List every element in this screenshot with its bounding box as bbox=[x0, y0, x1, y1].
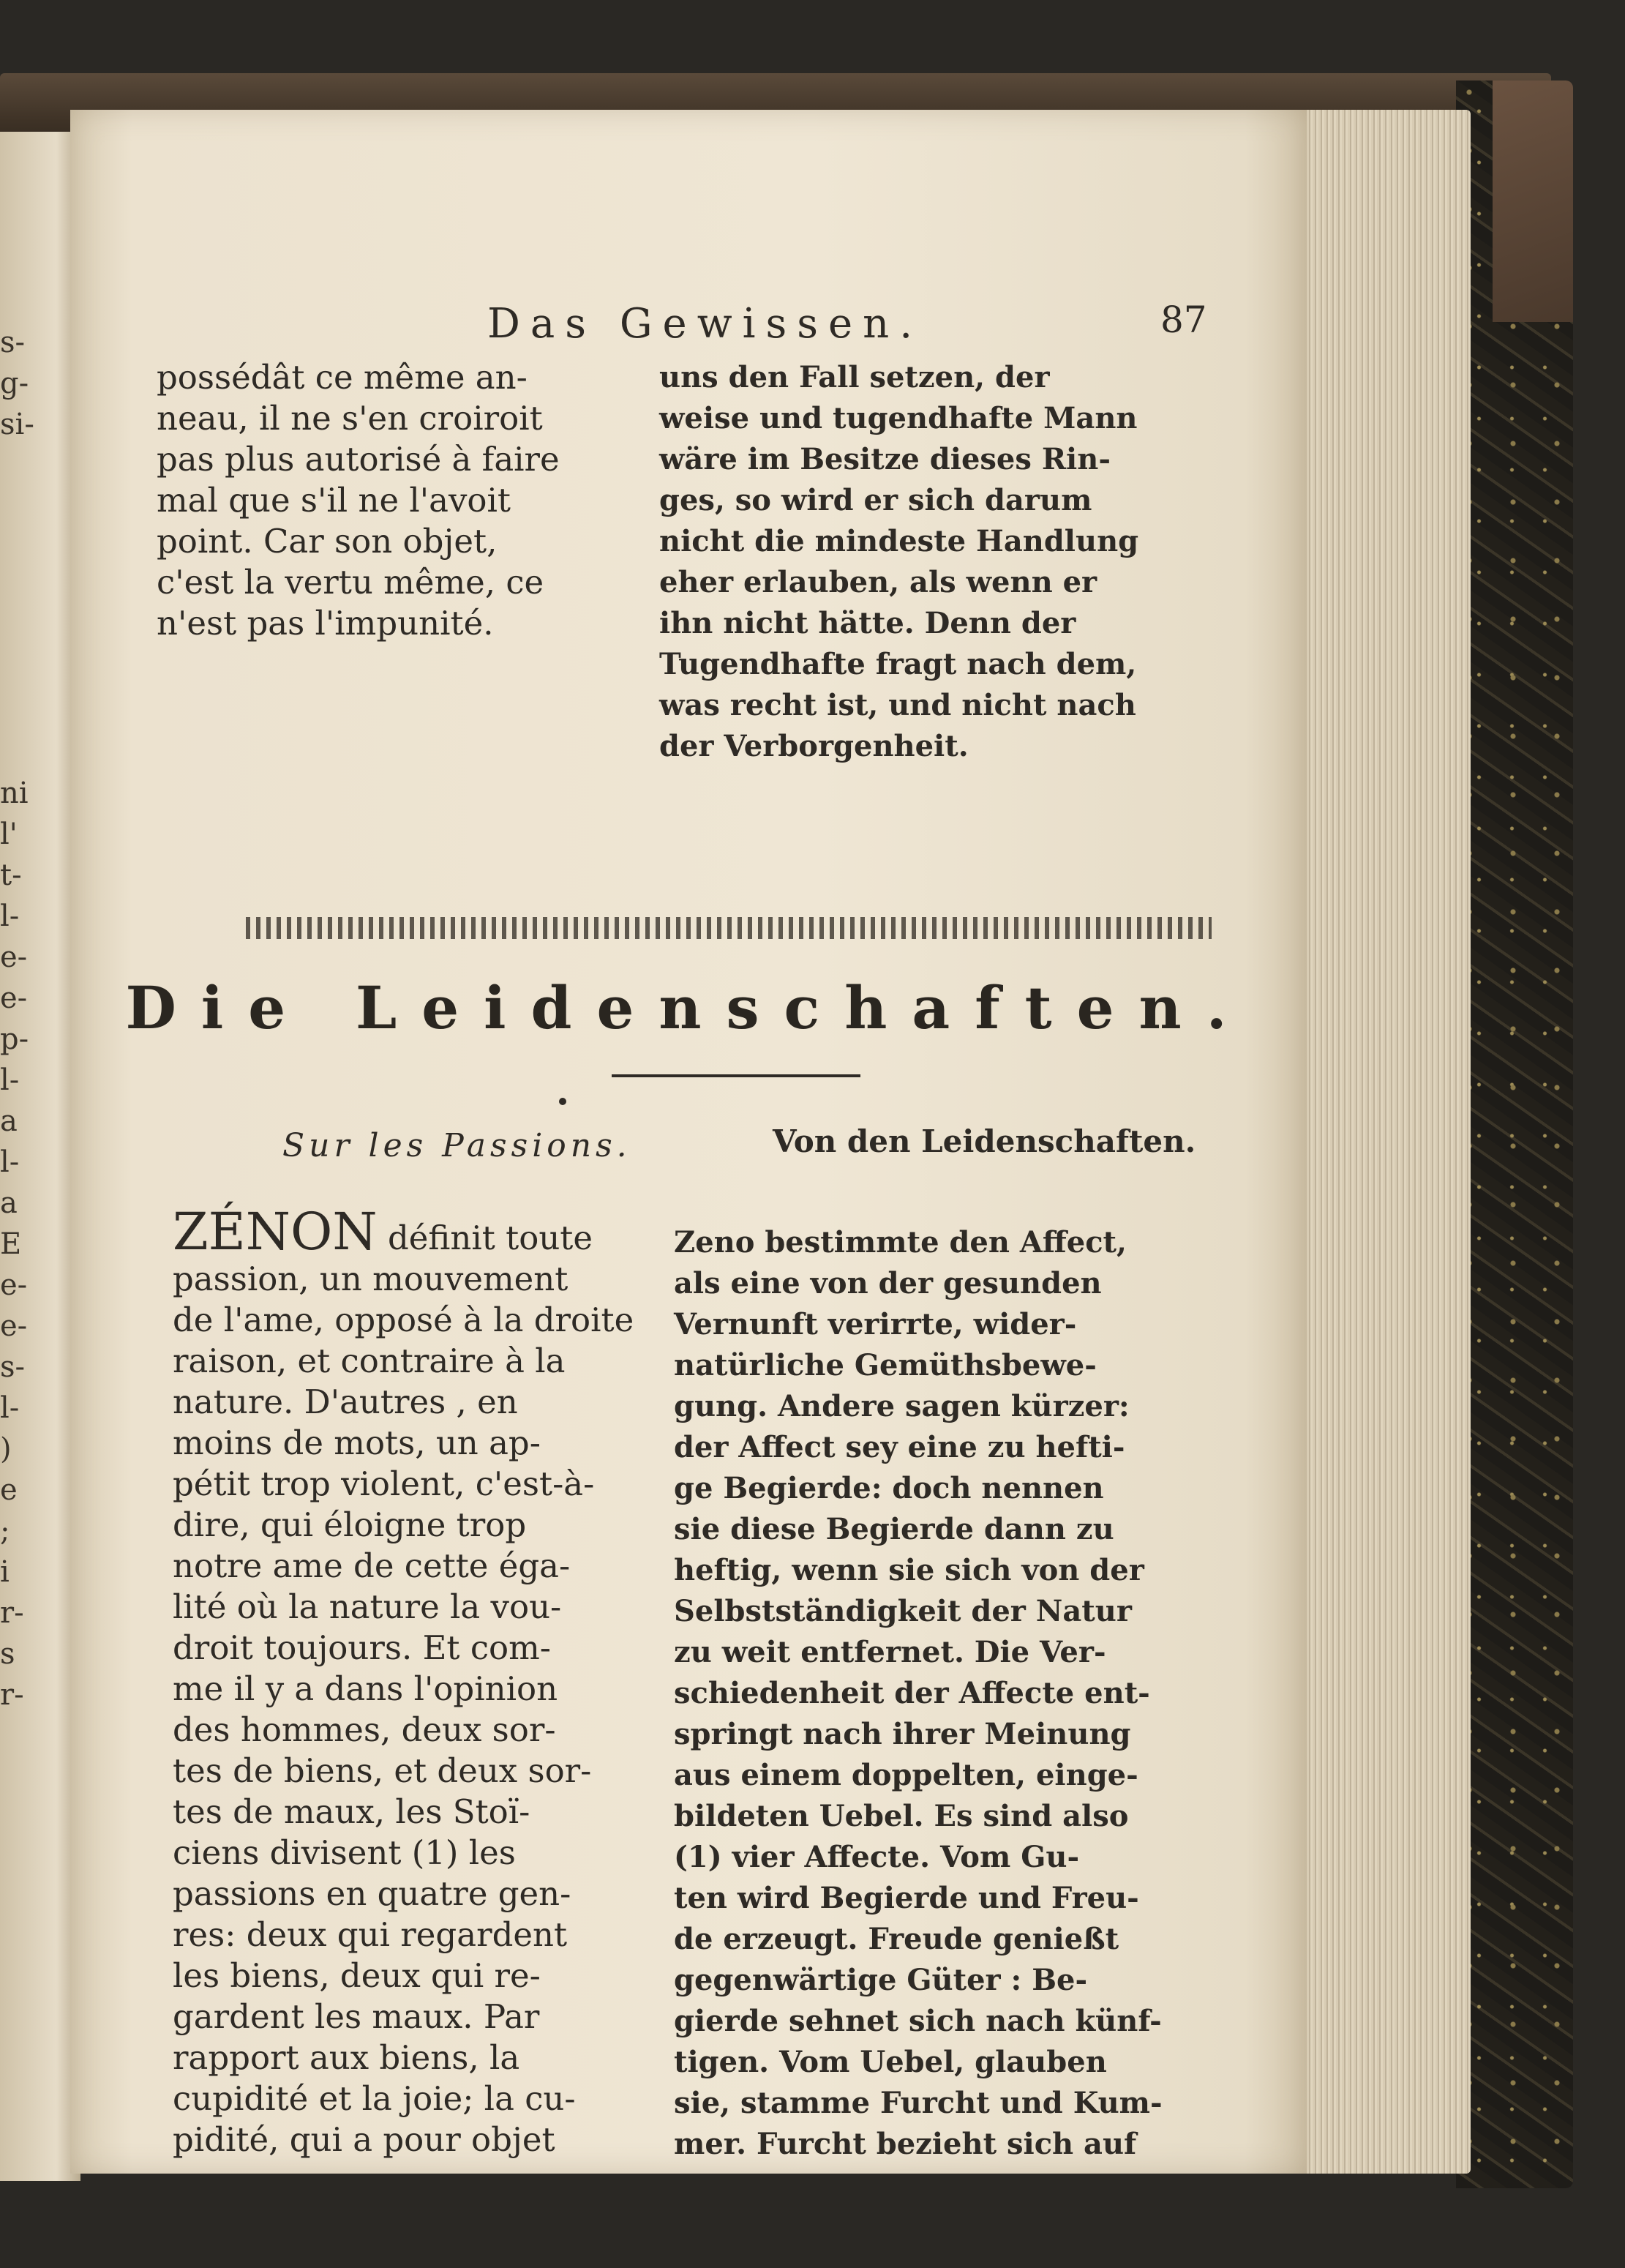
left-edge-fragment: l- bbox=[0, 1063, 20, 1097]
left-edge-fragment: l' bbox=[0, 817, 18, 851]
top-french-column bbox=[157, 357, 698, 644]
title-dot bbox=[559, 1098, 566, 1105]
german-line: bildeten Uebel. Es sind also bbox=[674, 1799, 1129, 1833]
left-edge-fragment bbox=[0, 486, 44, 527]
french-line: moins de mots, un ap- bbox=[173, 1423, 541, 1462]
german-line: wäre im Besitze dieses Rin- bbox=[659, 442, 1111, 476]
french-line: définit toute bbox=[387, 1219, 593, 1257]
left-edge-fragment: r- bbox=[0, 1596, 24, 1630]
german-line: tigen. Vom Uebel, glauben bbox=[674, 2045, 1107, 2079]
left-edge-fragment bbox=[0, 732, 44, 773]
german-line: gung. Andere sagen kürzer: bbox=[674, 1389, 1130, 1423]
left-edge-fragment: s- bbox=[0, 1350, 26, 1384]
german-line: springt nach ihrer Meinung bbox=[674, 1717, 1131, 1751]
page-number: 87 bbox=[1160, 299, 1207, 341]
left-edge-fragment: r- bbox=[0, 1678, 24, 1712]
marbled-cover bbox=[1456, 81, 1573, 2188]
german-line: Vernunft verirrte, wider- bbox=[674, 1307, 1077, 1341]
page-edges bbox=[1295, 110, 1471, 2174]
left-edge-fragment bbox=[0, 445, 44, 486]
left-edge-fragment bbox=[0, 609, 44, 650]
french-line: neau, il ne s'en croiroit bbox=[157, 399, 543, 438]
french-line: lité où la nature la vou- bbox=[173, 1587, 562, 1626]
french-line: res: deux qui regardent bbox=[173, 1915, 568, 1954]
french-line: rapport aux biens, la bbox=[173, 2038, 520, 2077]
french-line: pas plus autorisé à faire bbox=[157, 440, 560, 479]
german-line: schiedenheit der Affecte ent- bbox=[674, 1676, 1150, 1710]
french-line: passions en quatre gen- bbox=[173, 1874, 571, 1913]
french-line: dire, qui éloigne trop bbox=[173, 1505, 527, 1544]
left-edge-fragment bbox=[0, 527, 44, 568]
german-line: sie, stamme Furcht und Kum- bbox=[674, 2086, 1163, 2120]
drop-word: ZÉNON bbox=[173, 1202, 378, 1262]
german-line: uns den Fall setzen, der bbox=[659, 360, 1050, 394]
french-line: cupidité et la joie; la cu- bbox=[173, 2079, 576, 2118]
left-edge-fragment: s- bbox=[0, 326, 26, 359]
title-rule bbox=[612, 1074, 860, 1077]
left-edge-fragment: a bbox=[0, 1104, 18, 1138]
bottom-french-column bbox=[173, 1202, 736, 2160]
french-line: nature. D'autres , en bbox=[173, 1382, 518, 1421]
left-edge-fragment: l- bbox=[0, 899, 20, 933]
left-edge-fragment bbox=[0, 691, 44, 732]
german-line: ihn nicht hätte. Denn der bbox=[659, 606, 1076, 640]
left-edge-fragment: t- bbox=[0, 858, 22, 892]
german-line: eher erlauben, als wenn er bbox=[659, 565, 1097, 599]
left-edge-fragment: e- bbox=[0, 1309, 28, 1343]
left-edge-fragment: p- bbox=[0, 1022, 29, 1056]
french-line: gardent les maux. Par bbox=[173, 1997, 540, 2036]
section-title: Die Leidenschaften. bbox=[125, 973, 1252, 1042]
french-line: mal que s'il ne l'avoit bbox=[157, 481, 511, 520]
french-line: les biens, deux qui re- bbox=[173, 1956, 541, 1995]
german-line: mer. Furcht bezieht sich auf bbox=[674, 2127, 1137, 2161]
left-edge-fragment: e- bbox=[0, 940, 28, 974]
german-line: ges, so wird er sich darum bbox=[659, 483, 1092, 517]
french-line: des hommes, deux sor- bbox=[173, 1710, 556, 1749]
french-line: raison, et contraire à la bbox=[173, 1341, 566, 1380]
german-line: Selbstständigkeit der Natur bbox=[674, 1594, 1132, 1628]
german-line: der Verborgenheit. bbox=[659, 729, 969, 763]
left-edge-fragment: g- bbox=[0, 367, 29, 400]
german-line: was recht ist, und nicht nach bbox=[659, 688, 1136, 722]
german-line: gierde sehnet sich nach künf- bbox=[674, 2004, 1162, 2038]
german-line: zu weit entfernet. Die Ver- bbox=[674, 1635, 1106, 1669]
left-edge-fragment bbox=[0, 650, 44, 691]
left-edge-fragment: ) bbox=[0, 1432, 12, 1466]
left-edge-fragment: ; bbox=[0, 1514, 10, 1548]
leather-corner bbox=[1493, 81, 1573, 322]
german-line: sie diese Begierde dann zu bbox=[674, 1512, 1114, 1546]
german-line: heftig, wenn sie sich von der bbox=[674, 1553, 1144, 1587]
german-line: nicht die mindeste Handlung bbox=[659, 524, 1139, 558]
german-line: (1) vier Affecte. Vom Gu- bbox=[674, 1840, 1080, 1874]
french-line: passion, un mouvement bbox=[173, 1260, 568, 1298]
french-line: pétit trop violent, c'est-à- bbox=[173, 1464, 595, 1503]
french-line: de l'ame, opposé à la droite bbox=[173, 1300, 634, 1339]
bottom-german-column bbox=[674, 1222, 1252, 2165]
french-line: droit toujours. Et com- bbox=[173, 1628, 551, 1667]
german-line: aus einem doppelten, einge- bbox=[674, 1758, 1138, 1792]
french-line: pidité, qui a pour objet bbox=[173, 2120, 555, 2159]
french-line: point. Car son objet, bbox=[157, 522, 498, 561]
left-edge-fragment: e bbox=[0, 1473, 18, 1507]
french-line: ciens divisent (1) les bbox=[173, 1833, 516, 1872]
french-subtitle: Sur les Passions. bbox=[282, 1127, 631, 1164]
left-edge-fragment: i bbox=[0, 1555, 10, 1589]
german-line: als eine von der gesunden bbox=[674, 1266, 1102, 1300]
german-line: ge Begierde: doch nennen bbox=[674, 1471, 1104, 1505]
german-line: Zeno bestimmte den Affect, bbox=[674, 1225, 1127, 1260]
left-page-fragments bbox=[0, 322, 44, 1715]
running-head-title: Das Gewissen. bbox=[487, 300, 923, 348]
french-line: me il y a dans l'opinion bbox=[173, 1669, 558, 1708]
french-line: possédât ce même an- bbox=[157, 358, 528, 397]
ornamental-divider bbox=[246, 917, 1212, 939]
german-line: ten wird Begierde und Freu- bbox=[674, 1881, 1139, 1915]
german-line: natürliche Gemüthsbewe- bbox=[674, 1348, 1097, 1382]
book-page bbox=[70, 110, 1307, 2174]
german-subtitle: Von den Leidenschaften. bbox=[773, 1123, 1196, 1159]
left-edge-fragment: s bbox=[0, 1637, 15, 1671]
german-line: der Affect sey eine zu hefti- bbox=[674, 1430, 1125, 1464]
left-edge-fragment: si- bbox=[0, 408, 34, 441]
german-line: de erzeugt. Freude genießt bbox=[674, 1922, 1119, 1956]
left-edge-fragment: E bbox=[0, 1227, 22, 1261]
left-edge-fragment: e- bbox=[0, 1268, 28, 1302]
left-edge-fragment: l- bbox=[0, 1391, 20, 1425]
french-first-line bbox=[173, 1202, 736, 1262]
french-line: tes de biens, et deux sor- bbox=[173, 1751, 592, 1790]
french-line: tes de maux, les Stoï- bbox=[173, 1792, 530, 1831]
left-edge-fragment: ni bbox=[0, 776, 29, 810]
left-edge-fragment bbox=[0, 568, 44, 609]
french-line: c'est la vertu même, ce bbox=[157, 563, 544, 602]
german-line: Tugendhafte fragt nach dem, bbox=[659, 647, 1137, 681]
german-line: gegenwärtige Güter : Be- bbox=[674, 1963, 1088, 1997]
left-edge-fragment: l- bbox=[0, 1145, 20, 1179]
left-edge-fragment: a bbox=[0, 1186, 18, 1220]
french-line: notre ame de cette éga- bbox=[173, 1546, 571, 1585]
top-german-column bbox=[659, 357, 1237, 767]
left-edge-fragment: e- bbox=[0, 981, 28, 1015]
german-line: weise und tugendhafte Mann bbox=[659, 401, 1138, 435]
french-line: n'est pas l'impunité. bbox=[157, 604, 494, 643]
